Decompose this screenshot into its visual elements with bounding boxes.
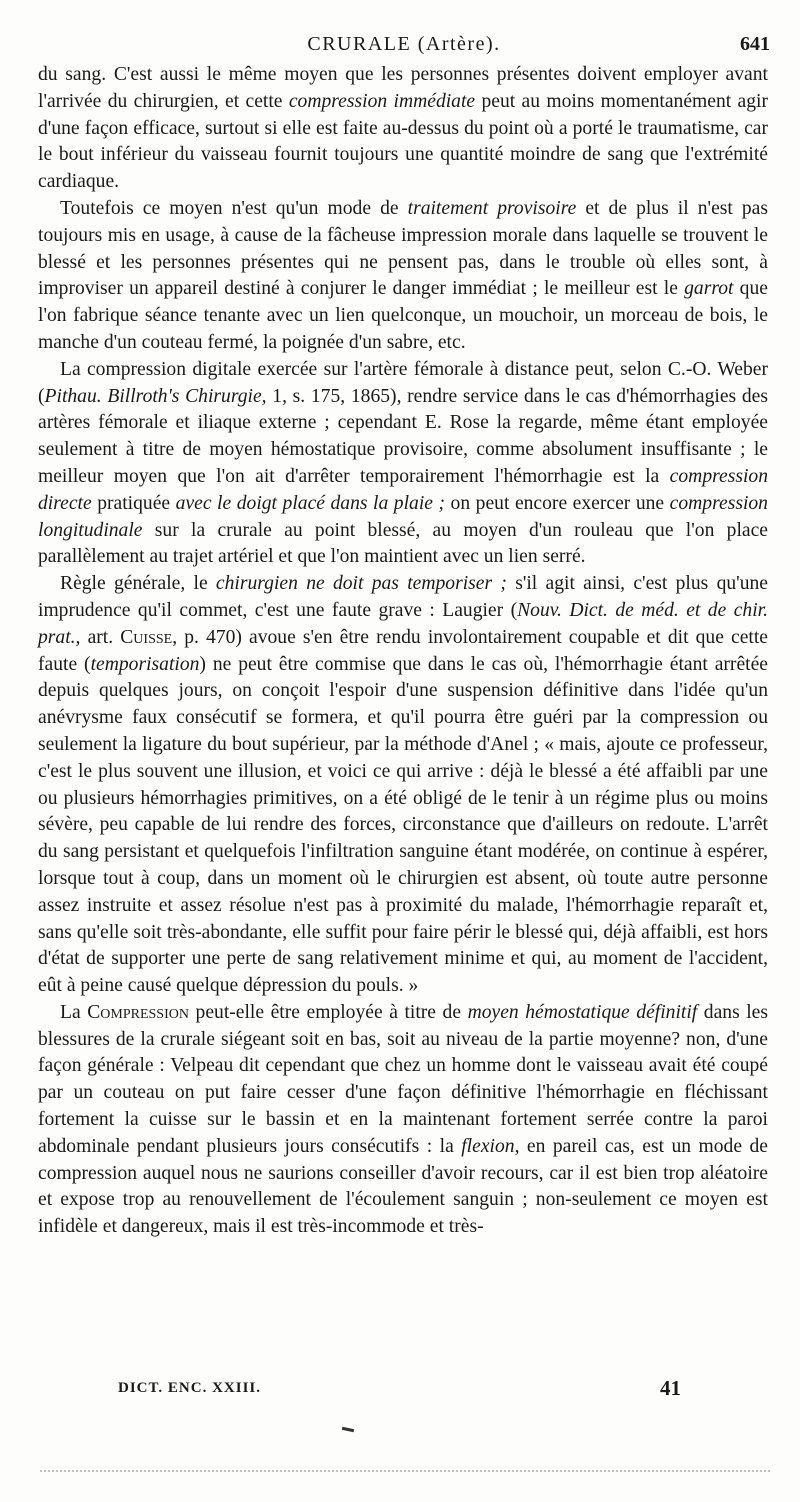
text-run: que l'on fabrique séance tenante avec un lien quelconque, un mouchoir, un morceau de bois, le manche d'un couteau fermé, la poignée d'un sabre, etc. — [38, 278, 768, 353]
text-run: s'il agit ainsi, c'est plus qu'une imprudence qu'il commet, c'est une faute grave : Laugier ( — [38, 573, 768, 621]
printer-mark — [342, 1427, 354, 1432]
text-run: art. — [80, 626, 121, 648]
text-run: dans les blessures de la crurale siégeant soit en bas, soit au niveau de la partie moyenne? non, d'une façon générale : Velpeau dit cependant que chez un homme dont le vaisseau avait été coupé par un couteau on put faire cesser d'une façon définitive l'hémorrhagie en fléchissant fortement la cuisse sur le bassin et en la maintenant fortement serrée contre la paroi abdominale pendant plusieurs jours consécutifs : la — [38, 1001, 768, 1157]
text-run: La compression digitale exercée sur l'artère fémorale à distance peut, selon C.-O. Weber ( — [38, 358, 768, 407]
paragraph — [38, 357, 768, 571]
text-run: peut-elle être employée à titre de — [188, 1001, 468, 1023]
paragraph — [38, 196, 768, 357]
italic-run: compression directe — [38, 465, 768, 514]
italic-run: avec le doigt placé dans la plaie ; — [175, 492, 446, 514]
text-run: sur la crurale au point blessé, au moyen d'un rouleau que l'on place parallèlement au trajet artériel et que l'on maintient avec un lien serré. — [38, 519, 768, 568]
running-title: CRURALE (Artère). — [307, 33, 501, 55]
signature-mark: DICT. ENC. XXIII. — [118, 1380, 261, 1396]
text-run: Toutefois ce moyen n'est qu'un mode de — [60, 197, 408, 219]
italic-run: traitement provisoire — [407, 197, 577, 219]
text-run: ) ne peut être commise que dans le cas où, l'hémorrhagie étant arrêtée depuis quelques jours, on conçoit l'espoir d'une suspension définitive dans l'idée qu'un anévrysme faux consécutif se formera, et qu'il pourra être guéri par la compression ou seulement la ligature du bout supérieur, par la méthode d'Anel ; « mais, ajoute ce professeur, c'est le plus souvent une illusion, et voici ce qui arrive : déjà le blessé a été affaibli par une ou plusieurs hémorrhagies primitives, on a été obligé de le tenir à un régime plus ou moins sévère, peu capable de lui rendre des forces, circonstance que d'ailleurs on redoute. L'arrêt du sang persistant et quelquefois l'infiltration sanguine étant modérée, on continue à espérer, lorsque tout à coup, dans un moment où le chirurgien est absent, où toute autre personne assez instruite et assez résolue n'est pas à proximité du malade, l'hémorrhagie reparaît et, sans qu'elle soit très-abondante, elle suffit pour faire périr le blessé qui, déjà affaibli, est hors d'état de supporter une perte de sang relativement minime et qui, au moment de l'accident, eût à peine causé quelque dépression du pouls. » — [38, 653, 768, 997]
text-run: on peut encore exercer une — [445, 492, 670, 514]
text-run: , en pareil cas, est un mode de compression auquel nous ne saurions conseiller d'avoir recours, car il est bien trop aléatoire et expose trop au renouvellement de l'écoulement sanguin ; non-seulement ce moyen est infidèle et dangereux, mais il est très-incommode et très- — [38, 1135, 768, 1238]
text-run: Règle générale, le — [60, 573, 216, 595]
italic-run: temporisation — [90, 653, 200, 675]
text-run: 1, s. 175, 1865), rendre service dans le cas d'hémorrhagies des artères fémorale et iliaque externe ; cependant E. Rose la regarde, même étant employée seulement à titre de moyen hémostatique provisoire, comme absolument insuffisante ; le meilleur moyen que l'on ait d'arrêter temporairement l'hémorrhagie est la — [38, 385, 768, 487]
small-caps-run: Cuisse — [120, 626, 173, 648]
text-run: du sang. C'est aussi le même moyen que les personnes présentes doivent employer avant l'arrivée du chirurgien, et cette — [38, 64, 768, 112]
small-caps-run: Compression — [87, 1001, 189, 1023]
paragraph — [38, 62, 768, 196]
page-footer — [38, 1376, 768, 1404]
text-run: peut au moins momentanément agir d'une façon efficace, surtout si elle est faite au-dessus du point où a porté le traumatisme, car le bout inférieur du vaisseau fournit toujours une quantité moindre de sang que l'extrémité cardiaque. — [38, 90, 769, 193]
italic-run: compression longitudinale — [38, 492, 768, 541]
italic-run: Pithau. Billroth's Chirurgie, — [44, 385, 267, 407]
edge-specks — [40, 1464, 770, 1472]
signature-number: 41 — [660, 1376, 681, 1400]
text-run: La — [60, 1001, 88, 1023]
paragraph — [38, 1000, 768, 1241]
text-run: , p. 470) avoue s'en être rendu involontairement coupable et dit que cette faute ( — [38, 626, 768, 675]
page-number: 641 — [740, 33, 770, 55]
page-header — [38, 33, 770, 59]
italic-run: Nouv. Dict. de méd. et de chir. prat., — [38, 599, 768, 648]
body-text — [38, 62, 768, 1241]
italic-run: compression immédiate — [288, 90, 476, 112]
italic-run: moyen hémostatique définitif — [467, 1001, 698, 1023]
italic-run: chirurgien ne doit pas temporiser ; — [215, 573, 507, 595]
text-run: pratiquée — [91, 492, 176, 514]
paragraph — [38, 571, 768, 1000]
italic-run: flexion — [461, 1135, 515, 1157]
italic-run: garrot — [684, 278, 734, 300]
text-run: et de plus il n'est pas toujours mis en usage, à cause de la fâcheuse impression morale dans laquelle se trouvent le blessé et les personnes présentes qui ne pensent pas, dans le trouble où elles sont, à improviser un appareil destiné à conjurer le danger immédiat ; le meilleur est le — [38, 197, 768, 300]
